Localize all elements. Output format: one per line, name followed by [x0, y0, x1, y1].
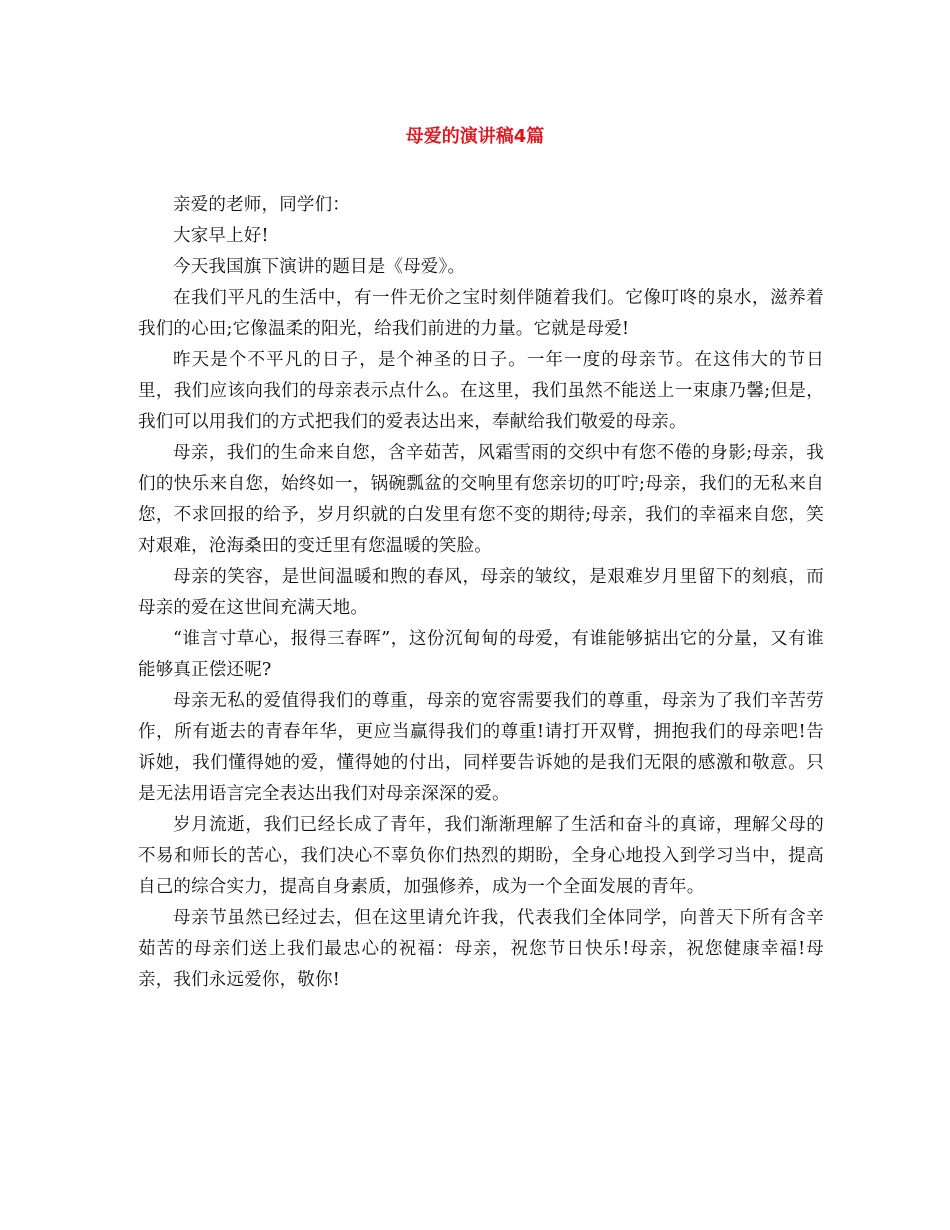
paragraph-4: 母亲的笑容，是世间温暖和煦的春风，母亲的皱纹，是艰难岁月里留下的刻痕，而母亲的爱在这世间充满天地。 — [138, 567, 824, 618]
paragraph-1: 在我们平凡的生活中，有一件无价之宝时刻伴随着我们。它像叮咚的泉水，滋养着我们的心田;它像温柔的阳光，给我们前进的力量。它就是母爱! — [138, 288, 824, 339]
paragraph-3: 母亲，我们的生命来自您，含辛茹苦，风霜雪雨的交织中有您不倦的身影;母亲，我们的快乐来自您，始终如一，锅碗瓢盆的交响里有您亲切的叮咛;母亲，我们的无私来自您，不求回报的给予，岁月织就的白发里有您不变的期待;母亲，我们的幸福来自您，笑对艰难，沧海桑田的变迁里有您温暖的笑脸。 — [138, 443, 824, 556]
document-title: 母爱的演讲稿4篇 — [405, 126, 545, 147]
paragraph-5: “谁言寸草心，报得三春晖”，这份沉甸甸的母爱，有谁能够掂出它的分量，又有谁能够真正偿还呢? — [138, 629, 824, 680]
paragraph-greeting: 亲爱的老师，同学们： — [173, 195, 350, 215]
paragraph-2: 昨天是个不平凡的日子，是个神圣的日子。一年一度的母亲节。在这伟大的节日里，我们应该向我们的母亲表示点什么。在这里，我们虽然不能送上一束康乃馨;但是，我们可以用我们的方式把我们的爱表达出来，奉献给我们敬爱的母亲。 — [138, 350, 824, 432]
paragraph-good-morning: 大家早上好! — [173, 226, 269, 246]
paragraph-topic: 今天我国旗下演讲的题目是《母爱》。 — [173, 257, 466, 277]
paragraph-7: 岁月流逝，我们已经长成了青年，我们渐渐理解了生活和奋斗的真谛，理解父母的不易和师长的苦心，我们决心不辜负你们热烈的期盼，全身心地投入到学习当中，提高自己的综合实力，提高自身素质，加强修养，成为一个全面发展的青年。 — [138, 815, 824, 897]
document-body — [138, 190, 824, 996]
paragraph-6: 母亲无私的爱值得我们的尊重，母亲的宽容需要我们的尊重，母亲为了我们辛苦劳作，所有逝去的青春年华，更应当赢得我们的尊重!请打开双臂，拥抱我们的母亲吧!告诉她，我们懂得她的爱，懂得她的付出，同样要告诉她的是我们无限的感激和敬意。只是无法用语言完全表达出我们对母亲深深的爱。 — [138, 691, 824, 804]
paragraph-8: 母亲节虽然已经过去，但在这里请允许我，代表我们全体同学，向普天下所有含辛茹苦的母亲们送上我们最忠心的祝福：母亲，祝您节日快乐!母亲，祝您健康幸福!母亲，我们永远爱你，敬你! — [138, 908, 824, 990]
